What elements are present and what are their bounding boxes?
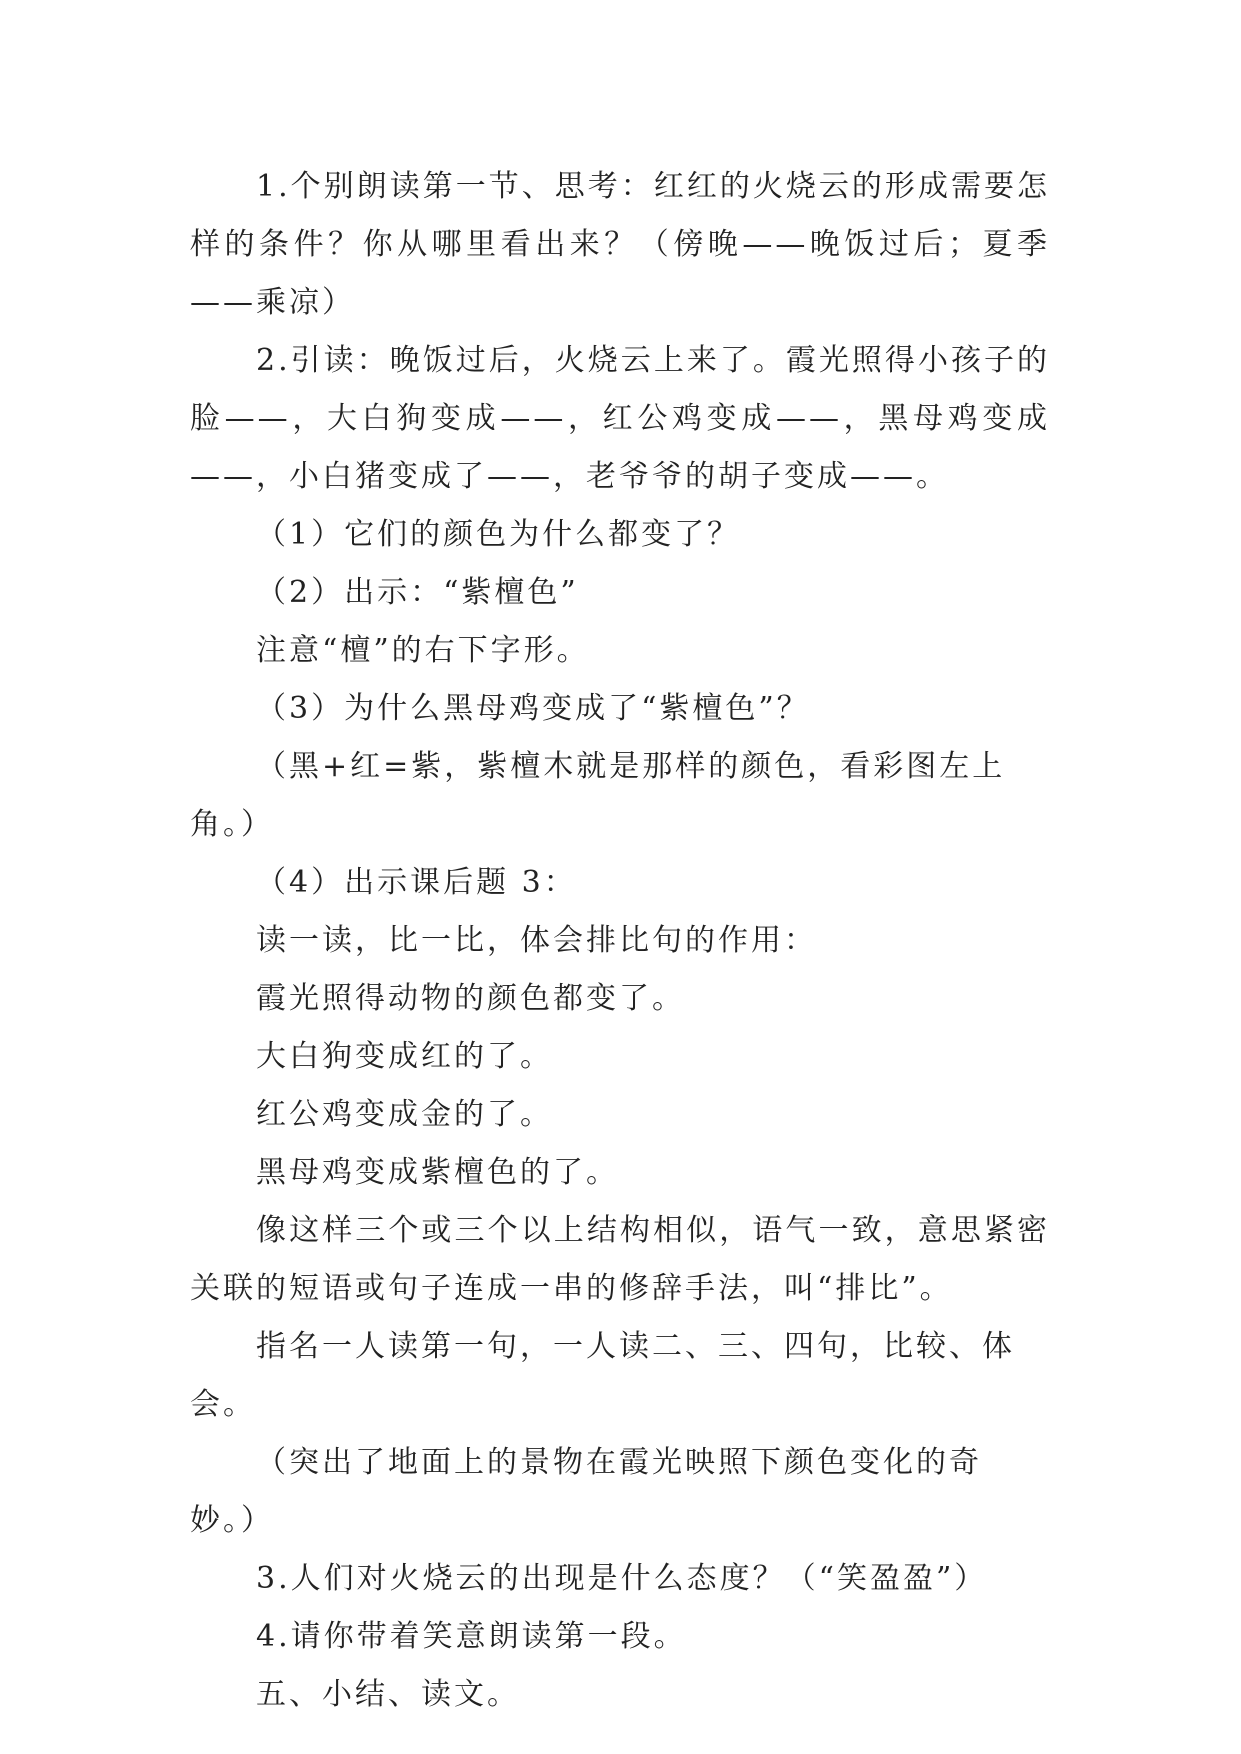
paragraph-2: 2.引读：晚饭过后，火烧云上来了。霞光照得小孩子的脸——，大白狗变成——，红公鸡变成——，黑母鸡变成——，小白猪变成了——，老爷爷的胡子变成——。 [190,343,1050,494]
paragraph-5: 注意“檀”的右下字形。 [256,633,590,668]
document-body [190,158,1050,1724]
paragraph-17: 3.人们对火烧云的出现是什么态度？（“笑盈盈”） [256,1561,988,1596]
paragraph-1: 1.个别朗读第一节、思考：红红的火烧云的形成需要怎样的条件？你从哪里看出来？（傍晚——晚饭过后；夏季——乘凉） [190,169,1050,320]
paragraph-9: 读一读，比一比，体会排比句的作用： [256,923,817,958]
paragraph-4: （2）出示：“紫檀色” [256,575,579,610]
paragraph-3: （1）它们的颜色为什么都变了？ [256,517,741,552]
paragraph-19: 五、小结、读文。 [256,1677,520,1712]
paragraph-6: （3）为什么黑母鸡变成了“紫檀色”？ [256,691,810,726]
paragraph-14: 像这样三个或三个以上结构相似，语气一致，意思紧密关联的短语或句子连成一串的修辞手法，叫“排比”。 [190,1213,1050,1306]
paragraph-16: （突出了地面上的景物在霞光映照下颜色变化的奇妙。） [190,1445,982,1538]
paragraph-8: （4）出示课后题 3： [256,865,577,900]
paragraph-11: 大白狗变成红的了。 [256,1039,553,1074]
paragraph-7: （黑+红=紫，紫檀木就是那样的颜色，看彩图左上角。） [190,749,1006,842]
paragraph-15: 指名一人读第一句，一人读二、三、四句，比较、体会。 [190,1329,1015,1422]
paragraph-12: 红公鸡变成金的了。 [256,1097,553,1132]
paragraph-18: 4.请你带着笑意朗读第一段。 [256,1619,687,1654]
paragraph-13: 黑母鸡变成紫檀色的了。 [256,1155,619,1190]
paragraph-10: 霞光照得动物的颜色都变了。 [256,981,685,1016]
